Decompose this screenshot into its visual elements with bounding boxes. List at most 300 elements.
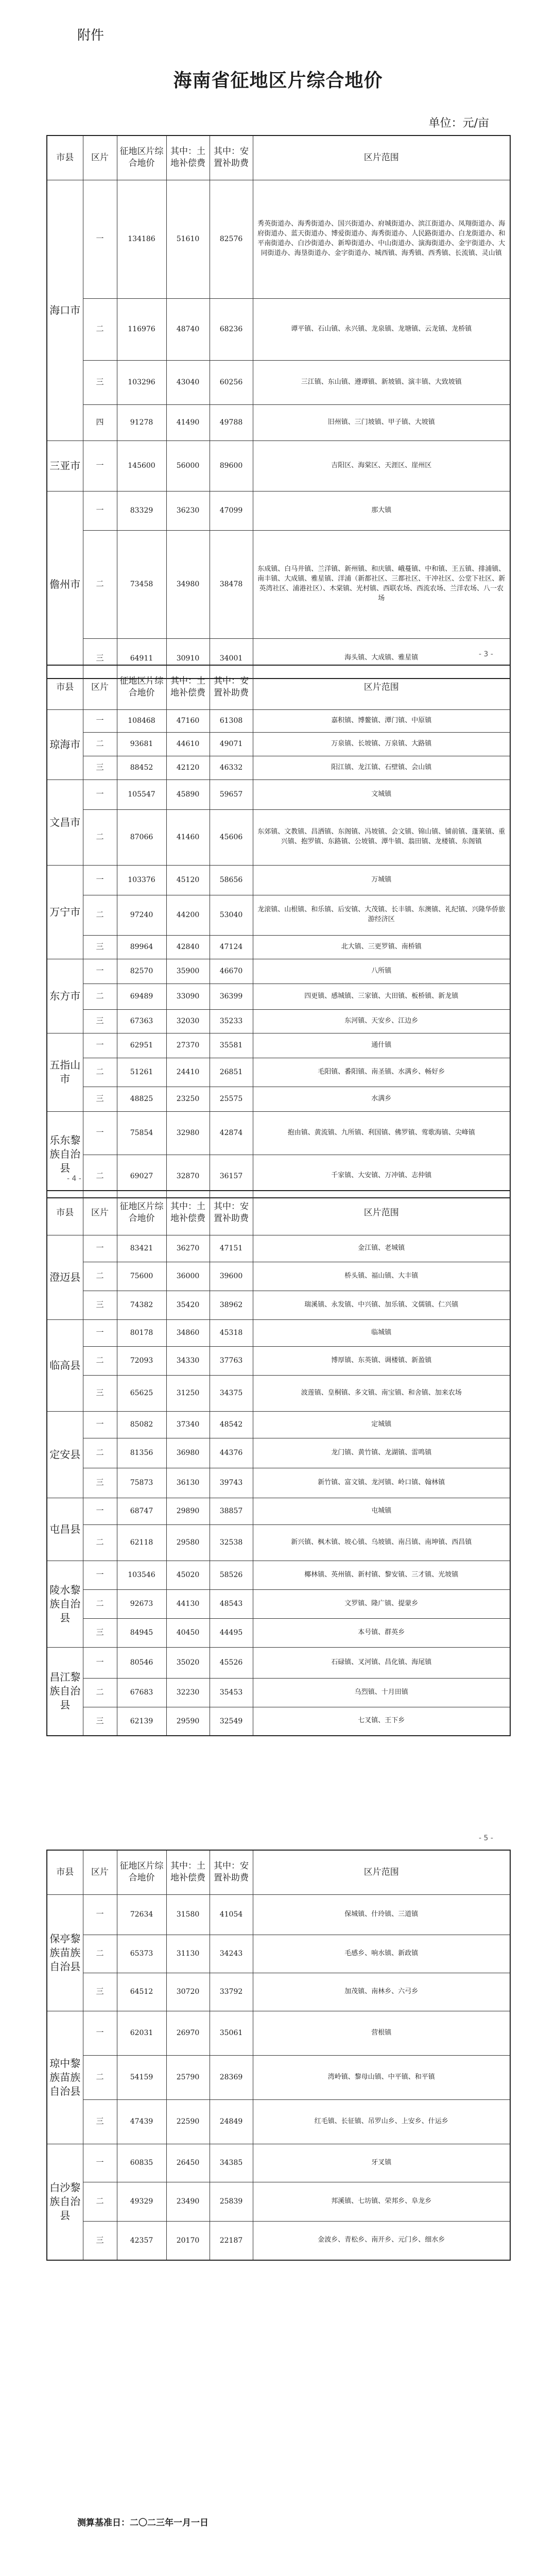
zone-scope-cell: 文罗镇、隆广镇、提蒙乡 (253, 1589, 510, 1618)
resettlement-subsidy-cell: 34385 (210, 2144, 253, 2182)
zone-scope-cell: 七叉镇、王下乡 (253, 1707, 510, 1736)
zone-cell: 二 (83, 1155, 117, 1198)
total-price-cell: 83421 (117, 1235, 166, 1262)
city-cell: 儋州市 (47, 491, 83, 679)
resettlement-subsidy-cell: 42874 (210, 1111, 253, 1155)
zone-cell: 一 (83, 1319, 117, 1346)
table-row (47, 360, 510, 404)
zone-cell: 一 (83, 1111, 117, 1155)
land-compensation-cell: 37340 (166, 1411, 210, 1438)
resettlement-subsidy-cell: 39743 (210, 1468, 253, 1498)
resettlement-subsidy-cell: 35061 (210, 2011, 253, 2055)
land-compensation-cell: 44610 (166, 732, 210, 756)
resettlement-subsidy-cell: 68236 (210, 298, 253, 360)
table-row (47, 1894, 510, 1935)
total-price-cell: 47439 (117, 2099, 166, 2144)
land-compensation-cell: 33090 (166, 984, 210, 1009)
resettlement-subsidy-cell: 47124 (210, 935, 253, 959)
zone-scope-cell: 营根镇 (253, 2011, 510, 2055)
zone-cell: 一 (83, 1033, 117, 1058)
zone-scope-cell: 谭平镇、石山镇、永兴镇、龙泉镇、龙塘镇、云龙镇、龙桥镇 (253, 298, 510, 360)
zone-scope-cell: 毛感乡、响水镇、新政镇 (253, 1935, 510, 1973)
table-row (47, 1235, 510, 1262)
zone-cell: 三 (83, 1618, 117, 1647)
zone-cell: 一 (83, 1894, 117, 1935)
total-price-cell: 51261 (117, 1058, 166, 1087)
table-row (47, 491, 510, 530)
total-price-cell: 69027 (117, 1155, 166, 1198)
table-row (47, 1618, 510, 1647)
city-cell: 保亭黎族苗族自治县 (47, 1894, 83, 2011)
total-price-cell: 67363 (117, 1009, 166, 1033)
resettlement-subsidy-cell: 24849 (210, 2099, 253, 2144)
table-row (47, 1468, 510, 1498)
resettlement-subsidy-cell: 58656 (210, 865, 253, 895)
resettlement-subsidy-cell: 47151 (210, 1235, 253, 1262)
resettlement-subsidy-cell: 48543 (210, 1589, 253, 1618)
zone-cell: 二 (83, 2055, 117, 2099)
total-price-cell: 64911 (117, 638, 166, 679)
zone-scope-cell: 四更镇、感城镇、三家镇、大田镇、板桥镇、新龙镇 (253, 984, 510, 1009)
land-compensation-cell: 36130 (166, 1468, 210, 1498)
land-compensation-cell: 42120 (166, 756, 210, 779)
land-compensation-cell: 35900 (166, 959, 210, 984)
land-compensation-cell: 23250 (166, 1087, 210, 1111)
zone-cell: 一 (83, 1235, 117, 1262)
zone-cell: 一 (83, 491, 117, 530)
land-compensation-cell: 43040 (166, 360, 210, 404)
zone-cell: 二 (83, 2182, 117, 2221)
total-price-cell: 42357 (117, 2221, 166, 2260)
land-compensation-cell: 32030 (166, 1009, 210, 1033)
land-compensation-cell: 34330 (166, 1346, 210, 1375)
table-row (47, 779, 510, 809)
zone-scope-cell: 那大镇 (253, 491, 510, 530)
zone-cell: 三 (83, 1375, 117, 1411)
total-price-cell: 75600 (117, 1262, 166, 1291)
resettlement-subsidy-cell: 46332 (210, 756, 253, 779)
total-price-cell: 80546 (117, 1647, 166, 1678)
land-compensation-cell: 30910 (166, 638, 210, 679)
resettlement-subsidy-cell: 48542 (210, 1411, 253, 1438)
land-compensation-cell: 45890 (166, 779, 210, 809)
table-row (47, 1291, 510, 1319)
zone-scope-cell: 湾岭镇、黎母山镇、中平镇、和平镇 (253, 2055, 510, 2099)
resettlement-subsidy-cell: 82576 (210, 180, 253, 298)
zone-scope-cell: 红毛镇、长征镇、吊罗山乡、上安乡、什运乡 (253, 2099, 510, 2144)
col-header-zone: 区片 (83, 135, 117, 180)
resettlement-subsidy-cell: 44495 (210, 1618, 253, 1647)
total-price-cell: 49329 (117, 2182, 166, 2221)
resettlement-subsidy-cell: 45318 (210, 1319, 253, 1346)
zone-cell: 一 (83, 959, 117, 984)
land-compensation-cell: 20170 (166, 2221, 210, 2260)
total-price-cell: 74382 (117, 1291, 166, 1319)
header-row (47, 1191, 510, 1235)
zone-scope-cell: 东河镇、天安乡、江边乡 (253, 1009, 510, 1033)
resettlement-subsidy-cell: 45526 (210, 1647, 253, 1678)
zone-scope-cell: 龙滚镇、山根镇、和乐镇、后安镇、大茂镇、长丰镇、东澳镇、礼纪镇、兴隆华侨旅游经济区 (253, 895, 510, 935)
city-cell: 临高县 (47, 1319, 83, 1411)
table-header (47, 665, 510, 709)
city-cell: 屯昌县 (47, 1498, 83, 1561)
total-price-cell: 105547 (117, 779, 166, 809)
zone-cell: 三 (83, 1087, 117, 1111)
land-compensation-cell: 56000 (166, 440, 210, 491)
resettlement-subsidy-cell: 38478 (210, 530, 253, 638)
col-header-resettlement-subsidy: 其中：安置补助费 (210, 135, 253, 180)
land-compensation-cell: 36270 (166, 1235, 210, 1262)
land-compensation-cell: 27370 (166, 1033, 210, 1058)
zone-scope-cell: 金江镇、老城镇 (253, 1235, 510, 1262)
total-price-cell: 75854 (117, 1111, 166, 1155)
table-row (47, 1262, 510, 1291)
land-compensation-cell: 35420 (166, 1291, 210, 1319)
city-cell: 五指山市 (47, 1033, 83, 1111)
city-cell: 海口市 (47, 180, 83, 440)
resettlement-subsidy-cell: 59657 (210, 779, 253, 809)
land-compensation-cell: 29590 (166, 1707, 210, 1736)
zone-scope-cell: 嘉积镇、博鳌镇、潭门镇、中原镇 (253, 709, 510, 732)
total-price-cell: 60835 (117, 2144, 166, 2182)
city-cell: 东方市 (47, 959, 83, 1033)
zone-cell: 一 (83, 1411, 117, 1438)
total-price-cell: 145600 (117, 440, 166, 491)
table-row (47, 1346, 510, 1375)
resettlement-subsidy-cell: 58526 (210, 1561, 253, 1589)
land-compensation-cell: 24410 (166, 1058, 210, 1087)
zone-cell: 四 (83, 404, 117, 440)
zone-cell: 三 (83, 756, 117, 779)
total-price-cell: 103376 (117, 865, 166, 895)
zone-scope-cell: 龙门镇、黄竹镇、龙湖镇、雷鸣镇 (253, 1438, 510, 1468)
table-row (47, 809, 510, 865)
zone-scope-cell: 定城镇 (253, 1411, 510, 1438)
table-row (47, 959, 510, 984)
zone-scope-cell: 邦溪镇、七坊镇、荣邦乡、阜龙乡 (253, 2182, 510, 2221)
land-compensation-cell: 36980 (166, 1438, 210, 1468)
table-row (47, 1589, 510, 1618)
table-row (47, 1438, 510, 1468)
table-body (47, 1235, 510, 1736)
land-compensation-cell: 34860 (166, 1319, 210, 1346)
land-compensation-cell: 25790 (166, 2055, 210, 2099)
table-row (47, 1087, 510, 1111)
total-price-cell: 97240 (117, 895, 166, 935)
city-cell: 琼海市 (47, 709, 83, 779)
land-compensation-cell: 36000 (166, 1262, 210, 1291)
total-price-cell: 80178 (117, 1319, 166, 1346)
land-compensation-cell: 51610 (166, 180, 210, 298)
zone-scope-cell: 水满乡 (253, 1087, 510, 1111)
resettlement-subsidy-cell: 35581 (210, 1033, 253, 1058)
total-price-cell: 75873 (117, 1468, 166, 1498)
zone-scope-cell: 毛阳镇、番阳镇、南圣镇、水满乡、畅好乡 (253, 1058, 510, 1087)
col-header-zone: 区片 (83, 1850, 117, 1894)
zone-cell: 二 (83, 1524, 117, 1561)
land-compensation-cell: 30720 (166, 1973, 210, 2011)
zone-cell: 二 (83, 1678, 117, 1707)
zone-cell: 二 (83, 809, 117, 865)
city-cell: 万宁市 (47, 865, 83, 959)
col-header-zone-scope: 区片范围 (253, 1850, 510, 1894)
col-header-resettlement-subsidy: 其中：安置补助费 (210, 665, 253, 709)
city-cell: 陵水黎族自治县 (47, 1561, 83, 1647)
zone-scope-cell: 八所镇 (253, 959, 510, 984)
resettlement-subsidy-cell: 34243 (210, 1935, 253, 1973)
table-row (47, 1111, 510, 1155)
zone-scope-cell: 石碌镇、叉河镇、昌化镇、海尾镇 (253, 1647, 510, 1678)
city-cell: 白沙黎族自治县 (47, 2144, 83, 2260)
land-compensation-cell: 31130 (166, 1935, 210, 1973)
table-row (47, 2099, 510, 2144)
zone-scope-cell: 椰林镇、英州镇、新村镇、黎安镇、三才镇、光坡镇 (253, 1561, 510, 1589)
total-price-cell: 91278 (117, 404, 166, 440)
page-number: - 4 - (67, 1175, 81, 1183)
total-price-cell: 88452 (117, 756, 166, 779)
zone-cell: 一 (83, 440, 117, 491)
zone-scope-cell: 保城镇、什玲镇、三道镇 (253, 1894, 510, 1935)
col-header-zone: 区片 (83, 1191, 117, 1235)
col-header-total-price: 征地区片综合地价 (117, 1850, 166, 1894)
resettlement-subsidy-cell: 28369 (210, 2055, 253, 2099)
zone-scope-cell: 三江镇、东山镇、遵谭镇、新坡镇、演丰镇、大致坡镇 (253, 360, 510, 404)
zone-cell: 二 (83, 1262, 117, 1291)
resettlement-subsidy-cell: 34001 (210, 638, 253, 679)
total-price-cell: 72093 (117, 1346, 166, 1375)
table-row (47, 732, 510, 756)
col-header-city: 市县 (47, 665, 83, 709)
unit-label: 单位：元/亩 (428, 117, 489, 130)
table-row (47, 895, 510, 935)
land-compensation-cell: 26450 (166, 2144, 210, 2182)
zone-cell: 三 (83, 1009, 117, 1033)
land-compensation-cell: 31250 (166, 1375, 210, 1411)
table-body (47, 1894, 510, 2260)
zone-cell: 二 (83, 1935, 117, 1973)
land-compensation-cell: 40450 (166, 1618, 210, 1647)
resettlement-subsidy-cell: 38857 (210, 1498, 253, 1524)
col-header-resettlement-subsidy: 其中：安置补助费 (210, 1850, 253, 1894)
total-price-cell: 116976 (117, 298, 166, 360)
total-price-cell: 48825 (117, 1087, 166, 1111)
zone-cell: 一 (83, 2144, 117, 2182)
col-header-city: 市县 (47, 1191, 83, 1235)
table-row (47, 1935, 510, 1973)
total-price-cell: 85082 (117, 1411, 166, 1438)
table-row (47, 530, 510, 638)
col-header-total-price: 征地区片综合地价 (117, 665, 166, 709)
resettlement-subsidy-cell: 25839 (210, 2182, 253, 2221)
col-header-total-price: 征地区片综合地价 (117, 135, 166, 180)
table-body (47, 709, 510, 1198)
table-row (47, 2221, 510, 2260)
total-price-cell: 134186 (117, 180, 166, 298)
zone-scope-cell: 东成镇、白马井镇、兰洋镇、新州镇、和庆镇、峨蔓镇、中和镇、王五镇、排浦镇、南丰镇、大成镇、雅星镇、洋浦（新都社区、三都社区、干冲社区、公堂下社区、新英湾社区、浦港社区）、木棠镇、光村镇、西联农场、西流农场、兰洋农场、八一农场 (253, 530, 510, 638)
land-compensation-cell: 29580 (166, 1524, 210, 1561)
zone-cell: 一 (83, 709, 117, 732)
table-header (47, 135, 510, 180)
col-header-land-compensation: 其中：土地补偿费 (166, 1191, 210, 1235)
table-row (47, 1973, 510, 2011)
zone-scope-cell: 吉阳区、海棠区、天涯区、崖州区 (253, 440, 510, 491)
table-row (47, 935, 510, 959)
land-compensation-cell: 35020 (166, 1647, 210, 1678)
col-header-land-compensation: 其中：土地补偿费 (166, 1850, 210, 1894)
table-row (47, 865, 510, 895)
zone-cell: 三 (83, 1468, 117, 1498)
total-price-cell: 64512 (117, 1973, 166, 2011)
resettlement-subsidy-cell: 38962 (210, 1291, 253, 1319)
resettlement-subsidy-cell: 36157 (210, 1155, 253, 1198)
zone-cell: 二 (83, 984, 117, 1009)
total-price-cell: 62951 (117, 1033, 166, 1058)
land-compensation-cell: 41460 (166, 809, 210, 865)
resettlement-subsidy-cell: 36399 (210, 984, 253, 1009)
table-row (47, 1707, 510, 1736)
zone-cell: 一 (83, 1498, 117, 1524)
total-price-cell: 83329 (117, 491, 166, 530)
total-price-cell: 65373 (117, 1935, 166, 1973)
zone-cell: 三 (83, 1707, 117, 1736)
table-row (47, 1678, 510, 1707)
col-header-zone-scope: 区片范围 (253, 1191, 510, 1235)
zone-scope-cell: 海头镇、大成镇、雅星镇 (253, 638, 510, 679)
total-price-cell: 82570 (117, 959, 166, 984)
city-cell: 文昌市 (47, 779, 83, 865)
zone-scope-cell: 抱由镇、黄流镇、九所镇、利国镇、佛罗镇、莺歌海镇、尖峰镇 (253, 1111, 510, 1155)
table-row (47, 2144, 510, 2182)
total-price-cell: 81356 (117, 1438, 166, 1468)
resettlement-subsidy-cell: 44376 (210, 1438, 253, 1468)
land-price-table-part-1 (46, 135, 511, 679)
resettlement-subsidy-cell: 49788 (210, 404, 253, 440)
zone-scope-cell: 金波乡、青松乡、南开乡、元门乡、细水乡 (253, 2221, 510, 2260)
total-price-cell: 72634 (117, 1894, 166, 1935)
zone-cell: 二 (83, 1438, 117, 1468)
total-price-cell: 93681 (117, 732, 166, 756)
resettlement-subsidy-cell: 60256 (210, 360, 253, 404)
header-row (47, 135, 510, 180)
zone-scope-cell: 屯城镇 (253, 1498, 510, 1524)
city-cell: 昌江黎族自治县 (47, 1647, 83, 1736)
resettlement-subsidy-cell: 35233 (210, 1009, 253, 1033)
resettlement-subsidy-cell: 53040 (210, 895, 253, 935)
resettlement-subsidy-cell: 33792 (210, 1973, 253, 2011)
zone-cell: 三 (83, 638, 117, 679)
table-row (47, 180, 510, 298)
zone-scope-cell: 千家镇、大安镇、万冲镇、志仲镇 (253, 1155, 510, 1198)
table-row (47, 404, 510, 440)
zone-cell: 二 (83, 1346, 117, 1375)
resettlement-subsidy-cell: 89600 (210, 440, 253, 491)
attachment-label: 附件 (77, 28, 105, 43)
zone-scope-cell: 万城镇 (253, 865, 510, 895)
zone-scope-cell: 临城镇 (253, 1319, 510, 1346)
land-compensation-cell: 23490 (166, 2182, 210, 2221)
zone-cell: 三 (83, 360, 117, 404)
zone-cell: 二 (83, 530, 117, 638)
col-header-city: 市县 (47, 1850, 83, 1894)
total-price-cell: 108468 (117, 709, 166, 732)
land-price-table-part-3 (46, 1190, 511, 1736)
col-header-zone: 区片 (83, 665, 117, 709)
resettlement-subsidy-cell: 22187 (210, 2221, 253, 2260)
land-compensation-cell: 32870 (166, 1155, 210, 1198)
col-header-resettlement-subsidy: 其中：安置补助费 (210, 1191, 253, 1235)
base-date-note: 测算基准日：二〇二三年一月一日 (77, 2518, 208, 2528)
zone-scope-cell: 瑞溪镇、永发镇、中兴镇、加乐镇、文儒镇、仁兴镇 (253, 1291, 510, 1319)
table-row (47, 440, 510, 491)
resettlement-subsidy-cell: 34375 (210, 1375, 253, 1411)
resettlement-subsidy-cell: 61308 (210, 709, 253, 732)
total-price-cell: 103296 (117, 360, 166, 404)
zone-cell: 三 (83, 1291, 117, 1319)
table-body (47, 180, 510, 679)
zone-cell: 三 (83, 1973, 117, 2011)
table-row (47, 2055, 510, 2099)
land-compensation-cell: 44130 (166, 1589, 210, 1618)
table-header (47, 1191, 510, 1235)
land-compensation-cell: 36230 (166, 491, 210, 530)
land-compensation-cell: 48740 (166, 298, 210, 360)
col-header-zone-scope: 区片范围 (253, 665, 510, 709)
resettlement-subsidy-cell: 25575 (210, 1087, 253, 1111)
total-price-cell: 69489 (117, 984, 166, 1009)
zone-scope-cell: 本号镇、群英乡 (253, 1618, 510, 1647)
zone-cell: 一 (83, 180, 117, 298)
table-row (47, 1561, 510, 1589)
land-compensation-cell: 47160 (166, 709, 210, 732)
zone-scope-cell: 东郊镇、文教镇、昌洒镇、东阁镇、冯坡镇、会文镇、锦山镇、铺前镇、蓬莱镇、重兴镇、抱罗镇、东路镇、公坡镇、潭牛镇、翁田镇、龙楼镇、东阁镇 (253, 809, 510, 865)
zone-scope-cell: 乌烈镇、十月田镇 (253, 1678, 510, 1707)
table-row (47, 2011, 510, 2055)
zone-cell: 一 (83, 1561, 117, 1589)
total-price-cell: 103546 (117, 1561, 166, 1589)
header-row (47, 1850, 510, 1894)
table-row (47, 298, 510, 360)
city-cell: 定安县 (47, 1411, 83, 1498)
zone-scope-cell: 旧州镇、三门坡镇、甲子镇、大坡镇 (253, 404, 510, 440)
total-price-cell: 73458 (117, 530, 166, 638)
land-compensation-cell: 31580 (166, 1894, 210, 1935)
col-header-land-compensation: 其中：土地补偿费 (166, 135, 210, 180)
zone-cell: 三 (83, 935, 117, 959)
zone-scope-cell: 万泉镇、长坡镇、万泉镇、大路镇 (253, 732, 510, 756)
table-row (47, 709, 510, 732)
table-row (47, 1319, 510, 1346)
city-cell: 乐东黎族自治县 (47, 1111, 83, 1198)
table-row (47, 1375, 510, 1411)
resettlement-subsidy-cell: 37763 (210, 1346, 253, 1375)
land-compensation-cell: 32980 (166, 1111, 210, 1155)
resettlement-subsidy-cell: 49071 (210, 732, 253, 756)
zone-cell: 一 (83, 779, 117, 809)
resettlement-subsidy-cell: 26851 (210, 1058, 253, 1087)
zone-cell: 三 (83, 2221, 117, 2260)
table-row (47, 1009, 510, 1033)
total-price-cell: 65625 (117, 1375, 166, 1411)
zone-scope-cell: 波莲镇、皇桐镇、多文镇、南宝镇、和舍镇、加来农场 (253, 1375, 510, 1411)
resettlement-subsidy-cell: 47099 (210, 491, 253, 530)
city-cell: 三亚市 (47, 440, 83, 491)
zone-scope-cell: 通什镇 (253, 1033, 510, 1058)
zone-cell: 一 (83, 1647, 117, 1678)
total-price-cell: 84945 (117, 1618, 166, 1647)
zone-cell: 一 (83, 2011, 117, 2055)
zone-cell: 二 (83, 1589, 117, 1618)
land-price-table-part-4 (46, 1850, 511, 2261)
